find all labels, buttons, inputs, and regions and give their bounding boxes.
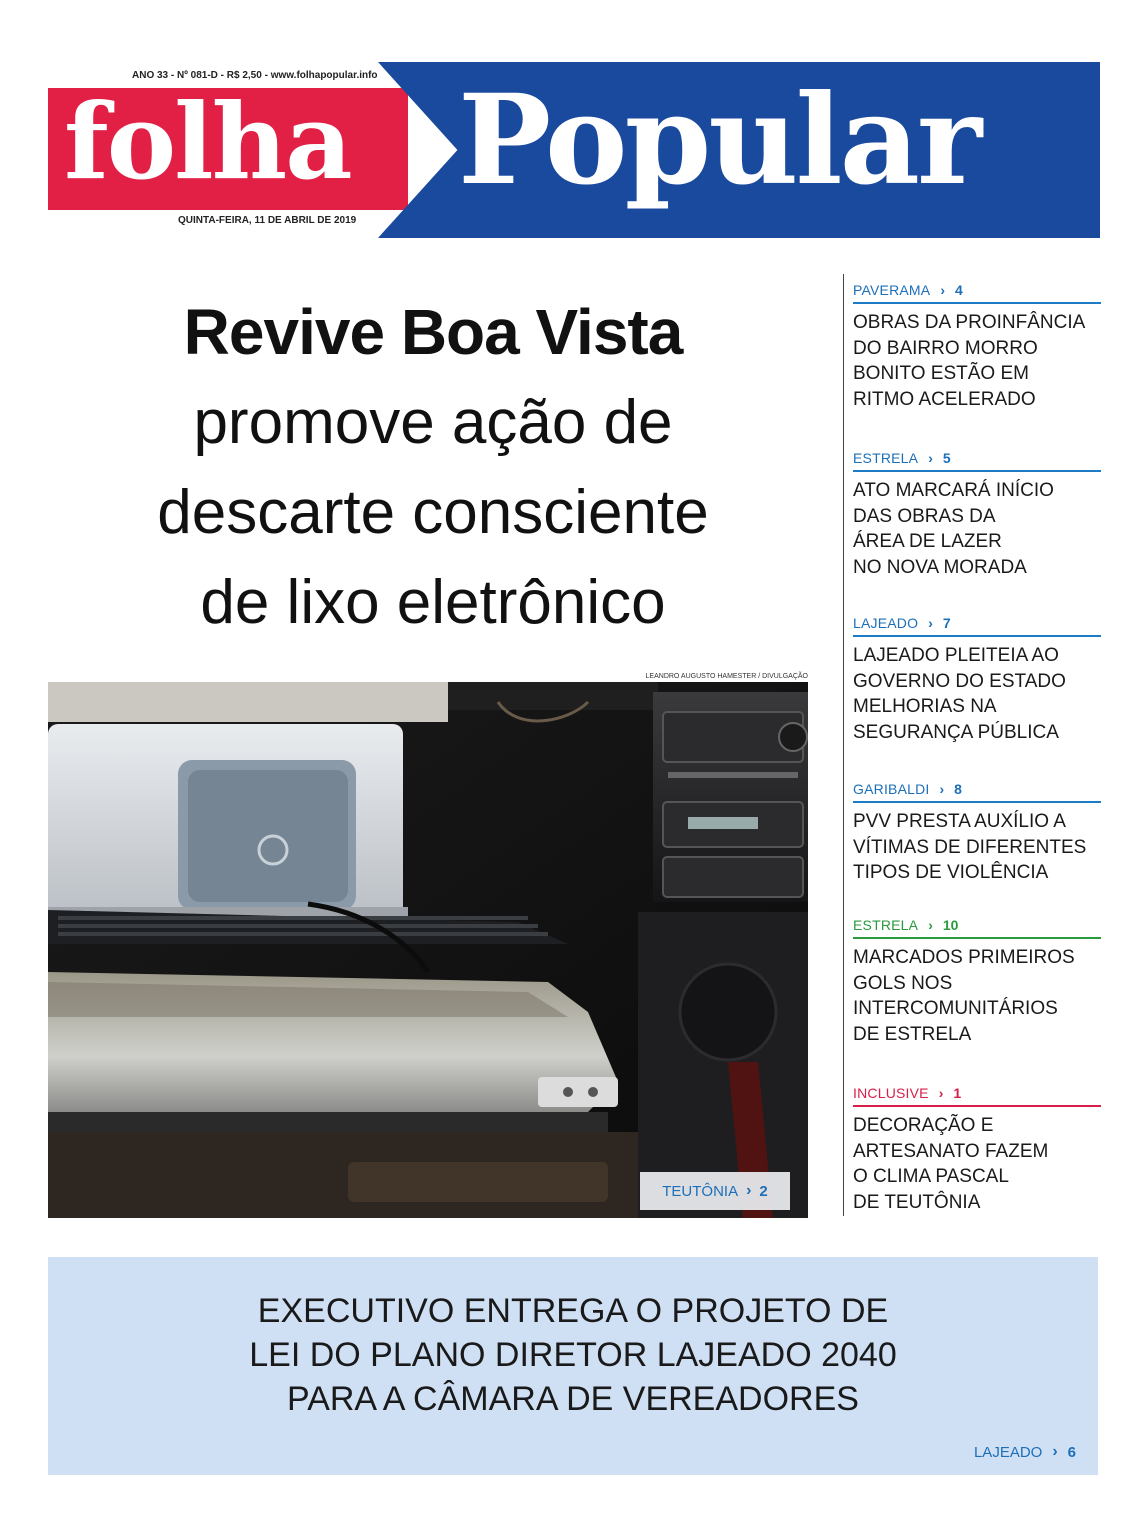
chevron-right-icon: ›: [939, 781, 945, 797]
sidebar-item-text: LAJEADO PLEITEIA AO GOVERNO DO ESTADO MELHORIAS NA SEGURANÇA PÚBLICA: [853, 645, 1066, 743]
electronics-illustration: [48, 682, 808, 1218]
sidebar-item-header: [853, 913, 1101, 939]
masthead-name-folha[interactable]: folha: [64, 80, 351, 203]
sidebar-index: [843, 274, 1104, 1216]
sidebar-item-section: PAVERAMA: [853, 282, 931, 298]
chevron-right-icon: ›: [940, 282, 945, 298]
sidebar-item-text: DECORAÇÃO E ARTESANATO FAZEM O CLIMA PASCAL DE TEUTÔNIA: [853, 1115, 1049, 1213]
headline-line-3: descarte consciente: [157, 478, 709, 547]
masthead: [0, 0, 1148, 250]
sidebar-item[interactable]: [853, 1081, 1101, 1215]
sidebar-item-header: [853, 1081, 1101, 1107]
sidebar-item-page: 1: [953, 1085, 962, 1101]
bottom-tag-page: 6: [1067, 1443, 1076, 1461]
main-photo[interactable]: [48, 682, 808, 1218]
sidebar-item-section: GARIBALDI: [853, 781, 930, 797]
sidebar-item-page: 7: [942, 615, 951, 631]
headline-line-2: promove ação de: [193, 388, 673, 457]
bottom-story-box[interactable]: [48, 1257, 1098, 1475]
sidebar-item-text: ATO MARCARÁ INÍCIO DAS OBRAS DA ÁREA DE LAZER NO NOVA MORADA: [853, 480, 1054, 578]
sidebar-item-page: 5: [942, 450, 951, 466]
photo-tag-section: TEUTÔNIA: [662, 1182, 739, 1200]
main-headline[interactable]: [48, 286, 818, 648]
bottom-headline: EXECUTIVO ENTREGA O PROJETO DE LEI DO PLANO DIRETOR LAJEADO 2040 PARA A CÂMARA DE VEREADORES: [249, 1292, 897, 1418]
sidebar-item[interactable]: [853, 777, 1101, 886]
masthead-name-popular[interactable]: Popular: [458, 68, 980, 213]
sidebar-item-header: [853, 611, 1101, 637]
chevron-right-icon: ›: [938, 1085, 944, 1101]
sidebar-item[interactable]: [853, 913, 1101, 1047]
sidebar-item-section: ESTRELA: [853, 917, 919, 933]
photo-tag-page: 2: [759, 1182, 768, 1200]
issue-info: ANO 33 - Nº 081-D - R$ 2,50 - www.folhapopular.info: [132, 70, 378, 81]
sidebar-item[interactable]: [853, 611, 1101, 745]
sidebar-item-header: [853, 777, 1101, 803]
bottom-tag-section: LAJEADO: [973, 1443, 1043, 1461]
sidebar-item[interactable]: [853, 446, 1101, 580]
chevron-right-icon: ›: [928, 615, 933, 631]
sidebar-item-header: [853, 446, 1101, 472]
sidebar-item-text: OBRAS DA PROINFÂNCIA DO BAIRRO MORRO BONITO ESTÃO EM RITMO ACELERADO: [853, 312, 1086, 410]
sidebar-item-page: 10: [942, 917, 959, 933]
chevron-right-icon: ›: [1052, 1443, 1058, 1460]
issue-date: QUINTA-FEIRA, 11 DE ABRIL DE 2019: [178, 215, 357, 226]
sidebar-item-text: MARCADOS PRIMEIROS GOLS NOS INTERCOMUNITÁRIOS DE ESTRELA: [853, 947, 1075, 1045]
headline-line-1: Revive Boa Vista: [183, 296, 683, 368]
chevron-right-icon: ›: [928, 450, 933, 466]
bottom-section-tag[interactable]: [974, 1443, 1076, 1461]
sidebar-item-page: 8: [954, 781, 962, 797]
sidebar-item-section: LAJEADO: [853, 615, 919, 631]
sidebar-item[interactable]: [853, 278, 1101, 412]
headline-line-4: de lixo eletrônico: [200, 568, 666, 637]
photo-section-tag[interactable]: [640, 1172, 790, 1210]
sidebar-item-section: INCLUSIVE: [853, 1085, 929, 1101]
sidebar-item-section: ESTRELA: [853, 450, 919, 466]
sidebar-item-text: PVV PRESTA AUXÍLIO A VÍTIMAS DE DIFERENTES TIPOS DE VIOLÊNCIA: [853, 811, 1087, 883]
chevron-right-icon: ›: [746, 1182, 752, 1199]
chevron-right-icon: ›: [928, 917, 933, 933]
sidebar-item-header: [853, 278, 1101, 304]
sidebar-item-page: 4: [955, 282, 963, 298]
photo-credit: LEANDRO AUGUSTO HAMESTER / DIVULGAÇÃO: [645, 673, 808, 680]
